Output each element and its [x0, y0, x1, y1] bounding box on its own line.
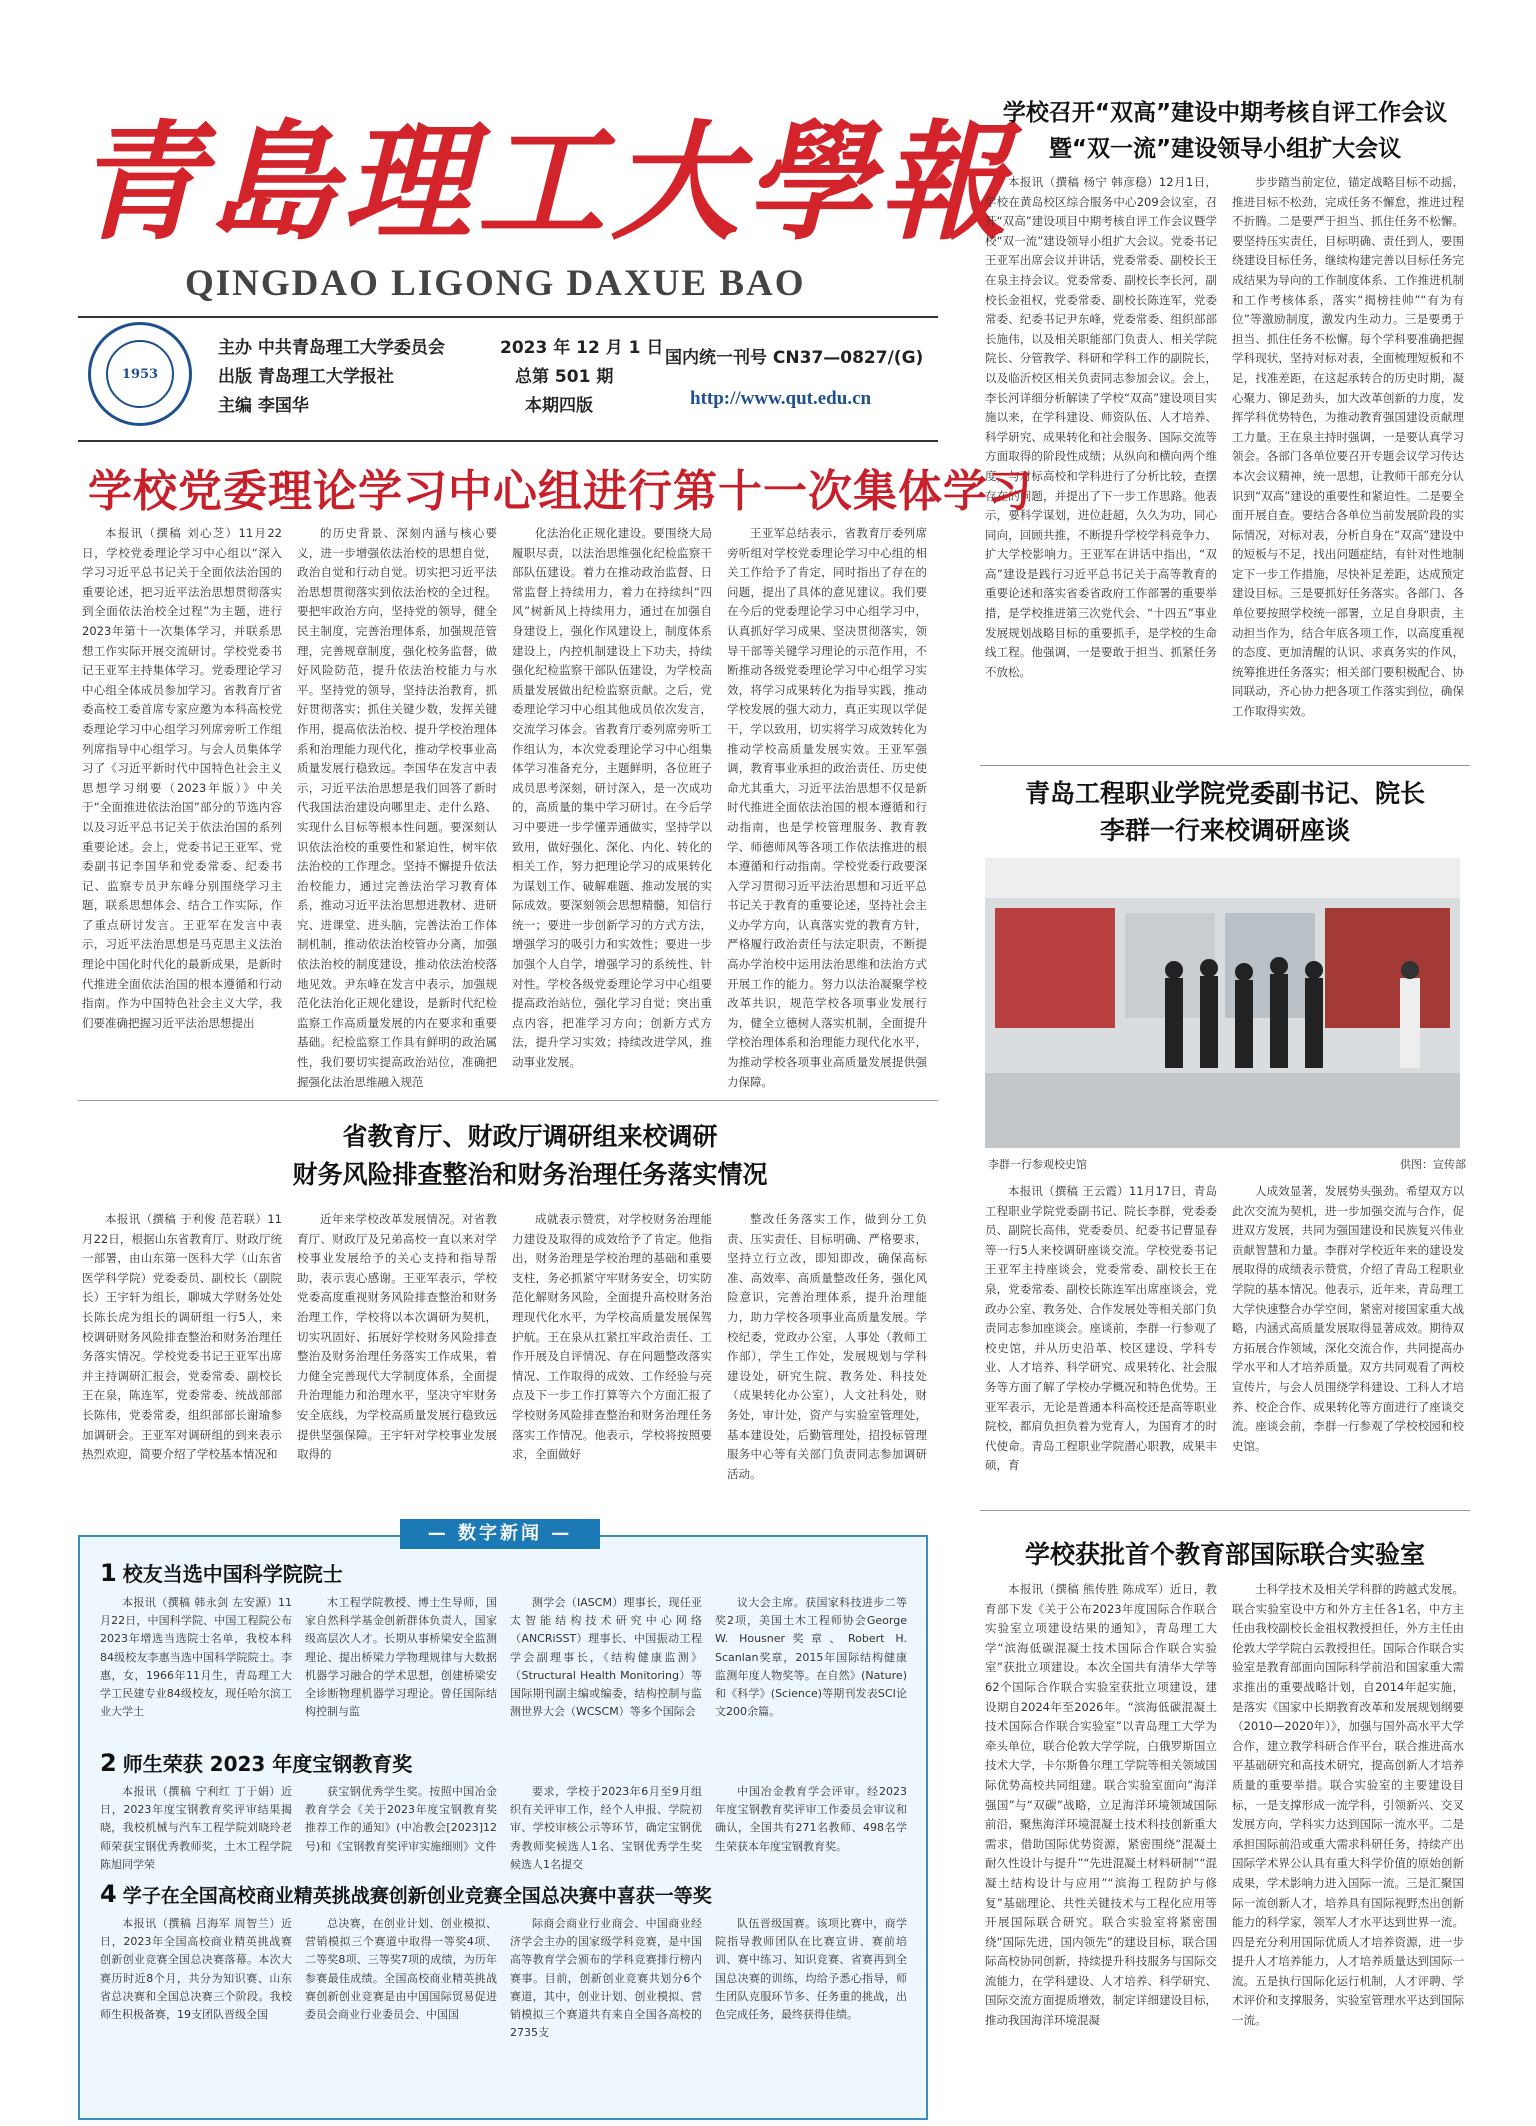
publisher-line: 出版 青岛理工大学报社 — [218, 367, 394, 387]
university-logo-emblem — [106, 340, 174, 408]
news-item-2-number: 2 — [100, 1749, 117, 1777]
audit-text-2: 近年来学校改革发展情况。对省教育厅、财政厅及兄弟高校一直以来对学校事业发展给予的关心支持和指导帮助，表示衷心感谢。王亚军表示，学校党委高度重视财务风险排查整治和财务治理工作，学校将以本次调研为契机，切实巩固好、拓展好学校财务风险排查整治及财务治理任务落实工作成果，着力健全完善现代大学制度体系，全面提升治理能力和治理水平，坚决守牢财务安全底线，为学校高质量发展行稳致远提供坚强保障。王宇轩对学校事业发展取得的 — [297, 1212, 497, 1462]
logo-year: 1953 — [121, 366, 159, 382]
audit-column-2 — [297, 1210, 497, 1510]
joint-lab-headline: 学校获批首个教育部国际联合实验室 — [1024, 1540, 1425, 1569]
main-text-2: 的历史背景、深刻内涵与核心要义，进一步增强依法治校的思想自觉，政治自觉和行动自觉。切实把习近平法治思想贯彻落实到依法治校的全过程。要把牢政治方向，坚持党的领导，健全民主制度，完善治理体系，加强规范管理，完善规章制度，强化校务监督，做好风险防范，提升依法治校能力与水平。坚持党的领导，坚持法治教育，抓好贯彻落实；抓住关键少数，发挥关键作用，提高依法治校、提升学校治理体系和治理能力现代化，推动学校事业高质量发展行稳致远。李国华在发言中表示，习近平法治思想是我们回答了新时代我国法治建设向哪里走、走什么路、实现什么目标等根本性问题。要深刻认识依法治校的重要性和紧迫性，树牢依法治校的工作理念。坚持不懈提升依法治校能力，通过完善法治学习教育体系，推动习近平法治思想进教材、进研究、进课堂、进头脑，完善法治工作体制机制，推动依法治校管办分离，加强依法治校的制度建设，推动依法治校落地见效。尹东峰在发言中表示，加强规范化法治化正规化建设，是新时代纪检监察工作高质量发展的内在要求和重要基础。纪检监察工作具有鲜明的政治属性，我们要切实提高政治站位，准确把握强化法治思维融入规范 — [297, 526, 497, 1089]
main-column-1 — [82, 524, 282, 1089]
news-item-2-text-1: 本报讯（撰稿 宁利红 丁于娟）近日，2023年度宝钢教育奖评审结果揭晓，我校机械与汽车工程学院刘晓玲老师荣获宝钢优秀教师奖，土木工程学院陈旭同学荣 — [100, 1785, 292, 1871]
digital-news-banner: — 数字新闻 — — [400, 1519, 600, 1549]
editor-line: 主编 李国华 — [218, 396, 309, 416]
news-item-1-text-2: 木工程学院教授、博士生导师，国家自然科学基金创新群体负责人，国家级高层次人才。长期从事桥梁安全监测理论、提出桥梁力学物理规律与大数据机器学习融合的学术思想，创建桥梁安全诊断物理机器学习理论。曾任国际结构控制与监 — [305, 1596, 497, 1719]
section-divider — [78, 1100, 938, 1101]
top-right-column-2 — [1232, 173, 1464, 773]
photo-credit: 供图：宣传部 — [1400, 1158, 1466, 1171]
news-item-1-number: 1 — [100, 1559, 117, 1587]
audit-column-4 — [727, 1210, 927, 1510]
news-item-1-text-4: 议大会主席。获国家科技进步二等奖2项，美国土木工程师协会George W. Housner奖章、Robert H. Scanlan奖章，2015年国际结构健康监测年度人物奖等。在自然》(Nature)和《科学》(Science)等期刊发表SCI论文200余篇。 — [715, 1596, 907, 1719]
masthead-rule-top — [78, 316, 938, 318]
main-column-3 — [512, 524, 712, 1089]
audit-headline-line-1: 省教育厅、财政厅调研组来校调研 — [342, 1122, 718, 1151]
news-item-2-text-2: 获宝钢优秀学生奖。按照中国冶金教育学会《关于2023年度宝钢教育奖推荐工作的通知》(中冶教会[2023]12号)和《宝钢教育奖评审实施细则》文件 — [305, 1785, 497, 1853]
vocational-text-1: 本报讯（撰稿 王云霞）11月17日，青岛工程职业学院党委副书记、院长李群，党委委员、副院长高伟，党委委员、纪委书记曹显春等一行5人来校调研座谈交流。学校党委书记王亚军主持座谈会，党委常委、副校长王在泉，党委常委、副校长陈连军出席座谈会，党政办公室、教务处、合作发展处等相关部门负责同志参加座谈会。座谈前，李群一行参观了校史馆，并从历史沿革、校区建设、学科专业、人才培养、科学研究、成果转化、社会服务等方面了解了学校办学概况和特色优势。王亚军表示，无论是普通本科高校还是高等职业院校，都肩负担负着为党育人，为国育才的时代使命。青岛工程职业学院潜心职教，成果丰硕，育 — [985, 1184, 1217, 1473]
news-item-1-column-1 — [100, 1594, 292, 1734]
news-item-2-headline — [100, 1748, 412, 1777]
joint-lab-column-1 — [985, 1580, 1217, 2120]
vocational-headline-line-2: 李群一行来校调研座谈 — [1099, 816, 1350, 845]
news-item-1-title: 校友当选中国科学院院士 — [122, 1562, 343, 1586]
news-item-3-title: 学子在全国高校商业精英挑战赛创新创业竞赛全国总决赛中喜获一等奖 — [122, 1885, 712, 1907]
vocational-column-2 — [1232, 1182, 1464, 1500]
news-item-3-column-2 — [305, 1915, 497, 2110]
news-item-3-number: 4 — [100, 1880, 117, 1908]
audit-column-3 — [512, 1210, 712, 1510]
sponsor-line: 主办 中共青岛理工大学委员会 — [218, 338, 445, 358]
news-item-1-text-3: 测学会（IASCM）理事长，现任亚太智能结构技术研究中心网络（ANCRiSST）理事长、中国振动工程学会副理事长，《结构健康监测》（Structural Health Monitoring）等国际期刊副主编或编委，结构控制与监测世界大会（WCSCM）等多个国际会 — [510, 1596, 702, 1719]
issue-pages: 本期四版 — [525, 396, 593, 416]
news-item-1-column-3 — [510, 1594, 702, 1734]
photo-illustration — [985, 858, 1460, 1148]
top-right-text-1: 本报讯（撰稿 杨宁 韩彦稳）12月1日，学校在黄岛校区综合服务中心209会议室，召开“双高”建设项目中期考核自评工作会议暨学校“双一流”建设领导小组扩大会议。党委书记王亚军出席会议并讲话，党委常委、副校长王在泉主持会议。党委常委、副校长李长河，副校长金祖权，党委常委、副校长陈连军，党委常委、纪委书记尹东峰，党委常委、组织部部长施伟，以及相关职能部门负责人、相关学院院长、分管教学、科研和学科工作的副院长，以及临沂校区相关负责同志参加会议。会上，李长河详细分析解读了学校“双高”建设项目实施以来，在学科建设、师资队伍、人才培养、科学研究、成果转化和社会服务、国际交流等方面取得的阶段性成绩；从纵向和横向两个维度，与对标高校和学科进行了分析比较，查摆存在的问题，并提出了下一步工作思路。他表示，要科学谋划，进位赶超，久久为功，同心同向，回顾共推，不断提升学校学科竞争力、扩大学校影响力。王亚军在讲话中指出，“双高”建设是践行习近平总书记关于高等教育的重要论述和落实省委省政府工作部署的重要举措，是学校推进第三次党代会、“十四五”事业发展规划战略目标的重要抓手，是学校的生命线工程。他强调，一是要敢于担当、抓紧任务不放松。 — [985, 175, 1217, 679]
joint-lab-text-2: 土科学技术及相关学科群的跨越式发展。联合实验室设中方和外方主任各1名，中方主任由我校副校长金祖权教授担任，外方主任由伦敦大学学院白云教授担任。国际合作联合实验室是教育部面向国际科学前沿和国家重大需求推出的重要战略计划，自2014年起实施，是落实《国家中长期教育改革和发展规划纲要（2010—2020年）》，加强与国外高水平大学合作，建立教学科研合作平台，联合推进高水平基础研究和高技术研究，提高创新人才培养质量的重要举措。联合实验室的主要建设目标，一是支撑形成一流学科，引领新兴、交叉发展方向，学科实力达到国际一流水平。二是承担国际前沿或重大需求科研任务，持续产出国际学术界公认具有重大科学价值的原始创新成果，学术影响力进入国际一流。三是汇聚国际一流创新人才，培养具有国际视野杰出创新能力的科学家，领军人才水平达到世界一流。四是充分利用国际优质人才培养资源，进一步提升人才培养能力，人才培养质量达到国际一流。五是执行国际化运行机制，人才评聘、学术评价和支撑服务，实验室管理水平达到国际一流。 — [1232, 1582, 1464, 2028]
news-item-2-column-4 — [715, 1783, 907, 1863]
vocational-text-2: 人成效显著，发展势头强劲。希望双方以此次交流为契机，进一步加强交流与合作，促进双方发展，共同为强国建设和民族复兴伟业贡献智慧和力量。李群对学校近年来的建设发展取得的成绩表示赞赏，介绍了青岛工程职业学院的基本情况。他表示，近年来，青岛理工大学快速整合办学空间，紧密对接国家重大战略，内涵式高质量发展取得显著成效。期待双方拓展合作领域，深化交流合作，共同提高办学水平和人才培养质量。双方共同观看了两校宣传片，与会人员围绕学科建设、工科人才培养、校企合作、成果转化等方面进行了座谈交流。座谈会前，李群一行参观了学校校园和校史馆。 — [1232, 1184, 1464, 1453]
audit-text-4: 整改任务落实工作，做到分工负责、压实责任、目标明确、严格要求，坚持立行立改，即知即改，确保高标准、高效率、高质量整改任务，强化风险意识，完善治理体系，提升治理能力，助力学校各项事业高质量发展。学校纪委，党政办公室，人事处（教师工作部），学生工作处，发展规划与学科建设处，研究生院、教务处、科技处（成果转化办公室），人文社科处，财务处，审计处，资产与实验室管理处，基本建设处，后勤管理处，招投标管理服务中心等有关部门负责同志参加调研活动。 — [727, 1212, 927, 1481]
top-right-text-2: 步步踏当前定位，锚定战略目标不动摇，推进目标不松劲，完成任务不懈怠，推进过程不折腾。二是要严于担当、抓住任务不松懈。要坚持压实责任，目标明确、责任到人，要围绕建设目标任务，继续构建完善以目标任务完成结果为导向的工作制度体系、工作推进机制和工作考核体系，落实“揭榜挂帅”“有为有位”等激励制度，激发内生动力。三是要勇于担当、抓住任务不松懈。每个学科要准确把握学科现状，坚持对标对表，全面梳理短板和不足，找准差距，在这起承转合的历史时期，凝心聚力、铆足劲头，加大改革创新的力度，发挥学科优势特色，为推动教育强国建设贡献理工力量。王在泉主持时强调，一是要认真学习领会。各部门各单位要召开专题会议学习传达本次会议精神，统一思想，让教师干部充分认识到“双高”建设的重要性和紧迫性。二是要全面开展自查。要结合各单位当前发展阶段的实际情况，对标对表，分析自身在“双高”建设中的短板与不足，找出问题症结，有针对性地制定下一步工作措施，尽快补足差距，达成预定建设目标。三是要抓好任务落实。各部门、各单位要按照学校统一部署，立足自身职责，主动担当作为，结合年底各项工作，以高度重视的态度、更加清醒的认识、求真务实的作风，统筹推进任务落实；相关部门要积极配合、协同联动，齐心协力把各项工作落实到位，确保工作取得实效。 — [1232, 175, 1464, 719]
main-column-2 — [297, 524, 497, 1089]
audit-text-1: 本报讯（撰稿 于利俊 范若联）11月22日，根据山东省教育厅、财政厅统一部署，由山东第一医科大学（山东省医学科学院）党委委员、副校长（副院长）王宇轩为组长，聊城大学财务处处长陈长虎为组长的调研组一行5人，来校调研财务风险排查整治和财务治理任务落实情况。学校党委书记王亚军出席并主持调研汇报会，党委常委、副校长王在泉，陈连军，党委常委、统战部部长陈伟，党委常委，组织部部长谢瑜参加调研会。王亚军对调研组的到来表示热烈欢迎，简要介绍了学校基本情况和 — [82, 1212, 282, 1462]
news-item-3-headline — [100, 1880, 712, 1908]
news-item-2-column-3 — [510, 1783, 702, 1871]
photo-caption: 李群一行参观校史馆 — [988, 1158, 1087, 1171]
university-url[interactable]: http://www.qut.edu.cn — [690, 388, 872, 409]
campus-visit-photo — [985, 858, 1460, 1148]
joint-lab-column-2 — [1232, 1580, 1464, 2120]
news-item-1-column-2 — [305, 1594, 497, 1734]
section-divider — [980, 1510, 1470, 1511]
newspaper-title-pinyin: QINGDAO LIGONG DAXUE BAO — [185, 263, 806, 304]
news-item-3-column-4 — [715, 1915, 907, 2110]
news-item-2-column-1 — [100, 1783, 292, 1871]
news-item-3-text-3: 际商会商业行业商会、中国商业经济学会主办的国家级学科竞赛，是中国高等教育学会颁布的学科竞赛排行榜内赛事。目前，创新创业竞赛共划分6个赛道，其中，创业计划、创业模拟、营销模拟三个赛道共有来自全国各高校的2735支 — [510, 1917, 702, 2040]
main-text-3: 化法治化正规化建设。要围绕大局履职尽责，以法治思维强化纪检监察干部队伍建设。着力在推动政治监督、日常监督上持续用力，着力在持续纠“四风”树新风上持续用力，通过在加强自身建设上，强化作风建设上，制度体系建设上，内控机制建设上下功夫，持续强化纪检监察干部队伍建设，为学校高质量发展做出纪检监察贡献。之后，党委理论学习中心组其他成员依次发言，交流学习体会。省教育厅委列席旁听工作组认为，本次党委理论学习中心组集体学习准备充分，主题鲜明，各位班子成员思考深刻，研讨深入，是一次成功的，高质量的集中学习研讨。在今后学习中要进一步学懂弄通做实，坚持学以致用，做好强化、深化、内化、转化的相关工作，努力把理论学习的成果转化为谋划工作、破解难题、推动发展的实际成效。要深刻领会思想精髓，知信行统一；要进一步创新学习的方式方法，增强学习的吸引力和实效性；要进一步加强个人自学，增强学习的系统性、针对性。学校各级党委理论学习中心组要提高政治站位，强化学习自觉；突出重点内容，把准学习方向；创新方式方法，提升学习实效；持续改进学风，推动事业发展。 — [512, 526, 712, 1070]
news-item-3-column-1 — [100, 1915, 292, 2110]
news-item-2-text-4: 中国冶金教育学会评审。经2023年度宝钢教育奖评审工作委员会审议和确认，全国共有271名教师、498名学生荣获本年度宝钢教育奖。 — [715, 1785, 907, 1853]
section-divider — [980, 765, 1470, 766]
main-text-4: 王亚军总结表示，省教育厅委列席旁听组对学校党委理论学习中心组的相关工作给予了肯定，同时指出了存在的问题，提出了具体的意见建议。我们要在今后的党委理论学习中心组学习中，认真抓好学习成果、坚决贯彻落实，领导干部等关键学习理论的示范作用，不断推动各级党委理论学习中心组学习实效，将学习成果转化为指导实践，推动学校发展的强大动力，真正实现以学促干，学以致用，切实将学习成效转化为推动学校高质量发展实效。王亚军强调，教育事业承担的政治责任、历史使命尤其重大，习近平法治思想不仅是新时代推进全面依法治国的根本遵循和行动指南，也是学校管理服务、教育教学、师德师风等各项工作依法推进的根本遵循和行动指南。学校党委行政要深入学习贯彻习近平法治思想和习近平总书记关于教育的重要论述，坚持社会主义办学方向，认真落实党的教育方针，严格履行政治责任与法定职责，不断提高办学治校中运用法治思维和法治方式开展工作的能力。努力以法治凝聚学校改革共识，规范学校各项事业发展行为，健全立德树人落实机制，全面提升学校治理体系和治理能力现代化水平，为推动学校各项事业高质量发展提供强力保障。 — [727, 526, 927, 1089]
audit-text-3: 成就表示赞赏，对学校财务治理能力建设及取得的成效给予了肯定。他指出，财务治理是学校治理的基础和重要支柱，务必抓紧守牢财务安全，切实防范化解财务风险，全面提升高校财务治理现代化水平，为学校高质量发展保驾护航。王在泉从扛紧扛牢政治责任、工作开展及自评情况、存在问题整改落实情况、工作取得的成效、工作经验与亮点及下一步工作打算等六个方面汇报了学校财务风险排查整治和财务治理任务落实工作情况。他表示，学校将按照要求，全面做好 — [512, 1212, 712, 1462]
news-item-1-column-4 — [715, 1594, 907, 1734]
audit-headline-line-2: 财务风险排查整治和财务治理任务落实情况 — [292, 1160, 768, 1189]
news-item-3-text-4: 队伍晋级国赛。该项比赛中，商学院指导教师团队在比赛宣讲、赛前培训、赛中练习、知识竞赛、省赛再到全国总决赛的训练，均给予悉心指导，师生团队克服环节多、任务重的挑战，出色完成任务，最终获得佳绩。 — [715, 1917, 907, 2022]
news-item-3-text-1: 本报讯（撰稿 吕海军 周智兰）近日，2023年全国高校商业精英挑战赛创新创业竞赛全国总决赛落幕。本次大赛历时近8个月，共分为知识赛、山东省总决赛和全国总决赛三个阶段。我校师生积极备赛，19支团队晋级全国 — [100, 1917, 292, 2022]
issue-date: 2023 年 12 月 1 日 — [500, 338, 664, 358]
news-item-3-text-2: 总决赛，在创业计划、创业模拟、营销模拟三个赛道中取得一等奖4项、二等奖8项、三等奖7项的成绩，为历年参赛最佳成绩。全国高校商业精英挑战赛创新创业竞赛是由中国国际贸易促进委员会商业行业委员会、中国国 — [305, 1917, 497, 2022]
vocational-headline-line-1: 青岛工程职业学院党委副书记、院长 — [1024, 779, 1425, 808]
main-text-1: 本报讯（撰稿 刘心芝）11月22日，学校党委理论学习中心组以“深入学习习近平总书记关于全面依法治国的重要论述，把习近平法治思想贯彻落实到全面依法治校全过程”为主题，进行2023年第十一次集体学习，并联系思想工作实际开展交流研讨。学校党委书记王亚军主持集体学习。党委理论学习中心组全体成员参加学习。省教育厅省委高校工委首席专家应邀为本科高校党委理论学习中心组学习列席旁听工作组列席指导中心组学习。与会人员集体学习了《习近平新时代中国特色社会主义思想学习纲要（2023年版）》中关于“全面推进依法治国”部分的节选内容以及习近平总书记关于依法治国的系列重要论述。会上，党委书记王亚军、党委副书记李国华和党委常委、纪委书记、监察专员尹东峰分别围绕学习主题，联系思想体会、结合工作实际，作了重点研讨发言。王亚军在发言中表示，习近平法治思想是马克思主义法治理论中国化时代化的最新成果，是新时代推进全面依法治国的根本遵循和行动指南。作为中国特色社会主义大学，我们要准确把握习近平法治思想提出 — [82, 526, 282, 1030]
news-item-3-column-3 — [510, 1915, 702, 2110]
audit-column-1 — [82, 1210, 282, 1510]
masthead-rule-bottom — [78, 440, 938, 442]
university-logo — [88, 322, 192, 426]
vocational-column-1 — [985, 1182, 1217, 1500]
joint-lab-text-1: 本报讯（撰稿 熊传胜 陈成军）近日，教育部下发《关于公布2023年度国际合作联合实验室立项建设结果的通知》，青岛理工大学“滨海低碳混凝土技术国际合作联合实验室”获批立项建设。本次全国共有清华大学等62个国际合作联合实验室获批立项建设，建设期自2024年至2026年。“滨海低碳混凝土技术国际合作联合实验室”以青岛理工大学为牵头单位，联合伦敦大学学院，白俄罗斯国立技术大学，卡尔斯鲁尔理工学院等相关领域国际优势高校共同组建。联合实验室面向“海洋强国”与“双碳”战略，立足海洋环境领域国际前沿，聚焦海洋环境混凝土技术科技创新重大需求，借助国际优势资源，紧密围绕“混凝土耐久性设计与提升”“先进混凝土材料研制”“混凝土结构设计与应用”“滨海工程防护与修复”基础理论、共性关键技术与工程化应用等开展国际联合研究。联合实验室将紧密围绕“国际先进，国内领先”的建设目标，联合国际高校协同创新，持续提升科技服务与国际交流能力，在学科建设、人才培养、科学研究、国际交流方面提质增效，制定详细建设目标，推动我国海洋环境混凝 — [985, 1582, 1217, 2028]
issue-total: 总第 501 期 — [515, 367, 614, 387]
news-item-1-headline — [100, 1558, 343, 1587]
main-headline: 学校党委理论学习中心组进行第十一次集体学习 — [88, 466, 1033, 517]
news-item-2-title: 师生荣获 2023 年度宝钢教育奖 — [122, 1752, 413, 1776]
news-item-2-text-3: 要求，学校于2023年6月至9月组织有关评审工作，经个人申报、学院初审、学校审核公示等环节，确定宝钢优秀教师奖候选人1名、宝钢优秀学生奖候选人1名提交 — [510, 1785, 702, 1871]
news-item-2-column-2 — [305, 1783, 497, 1863]
main-column-4 — [727, 524, 927, 1089]
news-item-1-text-1: 本报讯（撰稿 韩永剑 左安源）11月22日，中国科学院、中国工程院公布2023年增选当选院士名单，我校本科84级校友李惠当选中国科学院院士。李惠，女，1966年11月生，青岛理工大学工民建专业84级校友，现任哈尔滨工业大学土 — [100, 1596, 292, 1719]
newspaper-title: 青島理工大學報 — [75, 108, 1014, 258]
publication-code: 国内统一刊号 CN37—0827/(G) — [665, 348, 924, 368]
top-right-headline: 学校召开“双高”建设中期考核自评工作会议暨“双一流”建设领导小组扩大会议 — [1002, 100, 1448, 162]
